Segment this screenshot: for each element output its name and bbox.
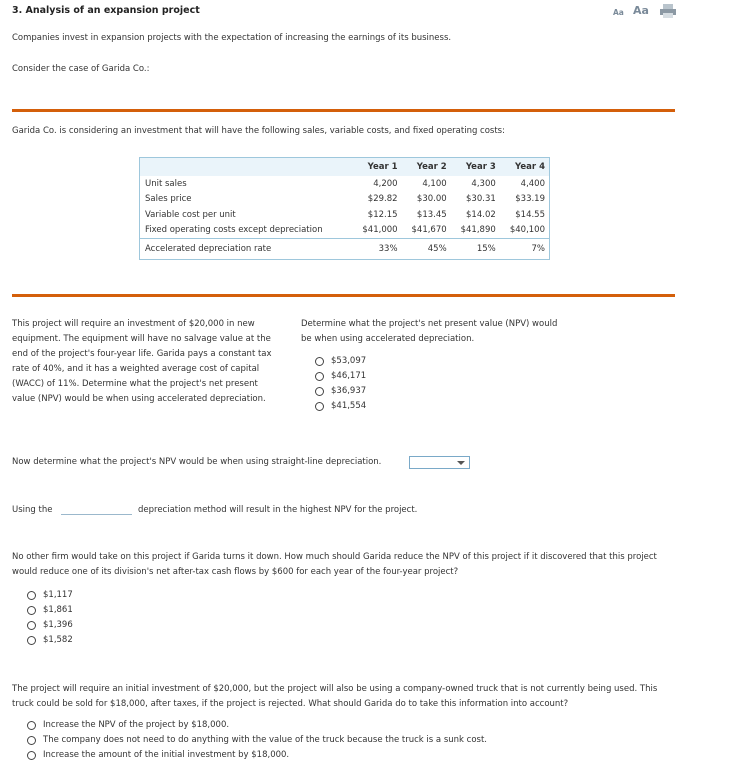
cell: 4,200 [373, 178, 398, 189]
cell: $41,670 [411, 225, 447, 236]
depreciation-method-blank[interactable] [61, 514, 132, 515]
q4-option[interactable]: $1,396 [27, 620, 73, 630]
project-description: This project will require an investment of $20,000 in new equipment. The equipment will have no salvage value at the end of the project's four-year life. Garida pays a constant tax rate of 40%, and it has a weighted average cost of capital (WACC) of 11%. Determine what the project's net present value (NPV) would be when using accelerated depreciation. [12, 319, 272, 404]
q1-option[interactable]: $53,097 [315, 356, 366, 366]
header-year-2: Year 2 [402, 158, 451, 177]
q1-option[interactable]: $41,554 [315, 401, 366, 411]
row-label: Sales price [145, 194, 192, 205]
header-year-4: Year 4 [500, 158, 550, 177]
q4-prompt: No other firm would take on this project if Garida turns it down. How much should Garida reduce the NPV of this project if it discovered that this project would reduce one of its division's net after-tax cash flows by $600 for each year of the four-year project? [12, 552, 657, 577]
row-label: Variable cost per unit [145, 209, 236, 220]
table-row [140, 176, 550, 192]
print-icon[interactable] [660, 4, 676, 18]
table-row-depreciation [140, 239, 550, 260]
radio-button[interactable] [315, 402, 324, 411]
cell: $33.19 [515, 194, 545, 205]
q5-option[interactable]: The company does not need to do anything with the value of the truck because the truck is a sunk cost. [27, 735, 487, 745]
q1-option[interactable]: $36,937 [315, 386, 366, 396]
cell: 4,300 [471, 178, 496, 189]
radio-button[interactable] [27, 606, 36, 615]
setup-text: Garida Co. is considering an investment that will have the following sales, variable costs, and fixed operating costs: [12, 126, 505, 136]
cell: $40,100 [509, 225, 545, 236]
intro-text: Companies invest in expansion projects with the expectation of increasing the earnings of its business. [12, 33, 452, 43]
q5-option[interactable]: Increase the amount of the initial investment by $18,000. [27, 750, 289, 760]
q5-prompt: The project will require an initial investment of $20,000, but the project will also be using a company-owned truck that is not currently being used. This truck could be sold for $18,000, after taxes, if the project is rejected. What should Garida do to take this information into account? [12, 684, 658, 709]
row-label: Accelerated depreciation rate [140, 239, 353, 260]
row-label: Fixed operating costs except depreciation [145, 225, 323, 236]
cell: 33% [352, 239, 401, 260]
section-divider [12, 294, 675, 297]
cell: $30.00 [416, 194, 447, 205]
q3-text-before: Using the [12, 505, 53, 515]
cost-table [139, 157, 550, 260]
radio-button[interactable] [27, 621, 36, 630]
cell: $13.45 [416, 209, 447, 220]
radio-button[interactable] [27, 721, 36, 730]
case-intro-text: Consider the case of Garida Co.: [12, 64, 150, 74]
cell: $30.31 [466, 194, 496, 205]
radio-button[interactable] [315, 357, 324, 366]
cell: 15% [451, 239, 500, 260]
radio-button[interactable] [27, 636, 36, 645]
section-divider [12, 109, 675, 112]
cell: 4,100 [422, 178, 447, 189]
cell: $41,000 [362, 225, 398, 236]
table-header-row [140, 158, 550, 177]
q2-prompt: Now determine what the project's NPV would be when using straight-line depreciation. [12, 457, 382, 467]
table-row [140, 207, 550, 223]
table-row [140, 192, 550, 208]
cell: $41,890 [460, 225, 496, 236]
header-year-3: Year 3 [451, 158, 500, 177]
radio-button[interactable] [27, 751, 36, 760]
q5-option[interactable]: Increase the NPV of the project by $18,000. [27, 720, 229, 730]
radio-button[interactable] [315, 387, 324, 396]
cell: 4,400 [520, 178, 545, 189]
q4-option[interactable]: $1,582 [27, 635, 73, 645]
cell: $14.02 [466, 209, 496, 220]
row-label: Unit sales [145, 178, 187, 189]
q4-option[interactable]: $1,861 [27, 605, 73, 615]
radio-button[interactable] [315, 372, 324, 381]
radio-button[interactable] [27, 736, 36, 745]
cell: 45% [402, 239, 451, 260]
table-row [140, 223, 550, 239]
q1-prompt: Determine what the project's net present value (NPV) would be when using accelerated depreciation. [301, 319, 558, 344]
cell: $14.55 [515, 209, 545, 220]
cell: 7% [500, 239, 550, 260]
cell: $29.82 [367, 194, 398, 205]
font-size-large-button[interactable]: Aa [633, 4, 649, 17]
cell: $12.15 [367, 209, 398, 220]
q1-option[interactable]: $46,171 [315, 371, 366, 381]
font-size-small-button[interactable]: Aa [613, 8, 624, 17]
radio-button[interactable] [27, 591, 36, 600]
q4-option[interactable]: $1,117 [27, 590, 73, 600]
chevron-down-icon [457, 461, 465, 465]
q3-text-after: depreciation method will result in the highest NPV for the project. [138, 505, 418, 515]
question-title: 3. Analysis of an expansion project [12, 5, 200, 16]
header-year-1: Year 1 [352, 158, 401, 177]
straight-line-npv-select[interactable] [409, 456, 470, 469]
